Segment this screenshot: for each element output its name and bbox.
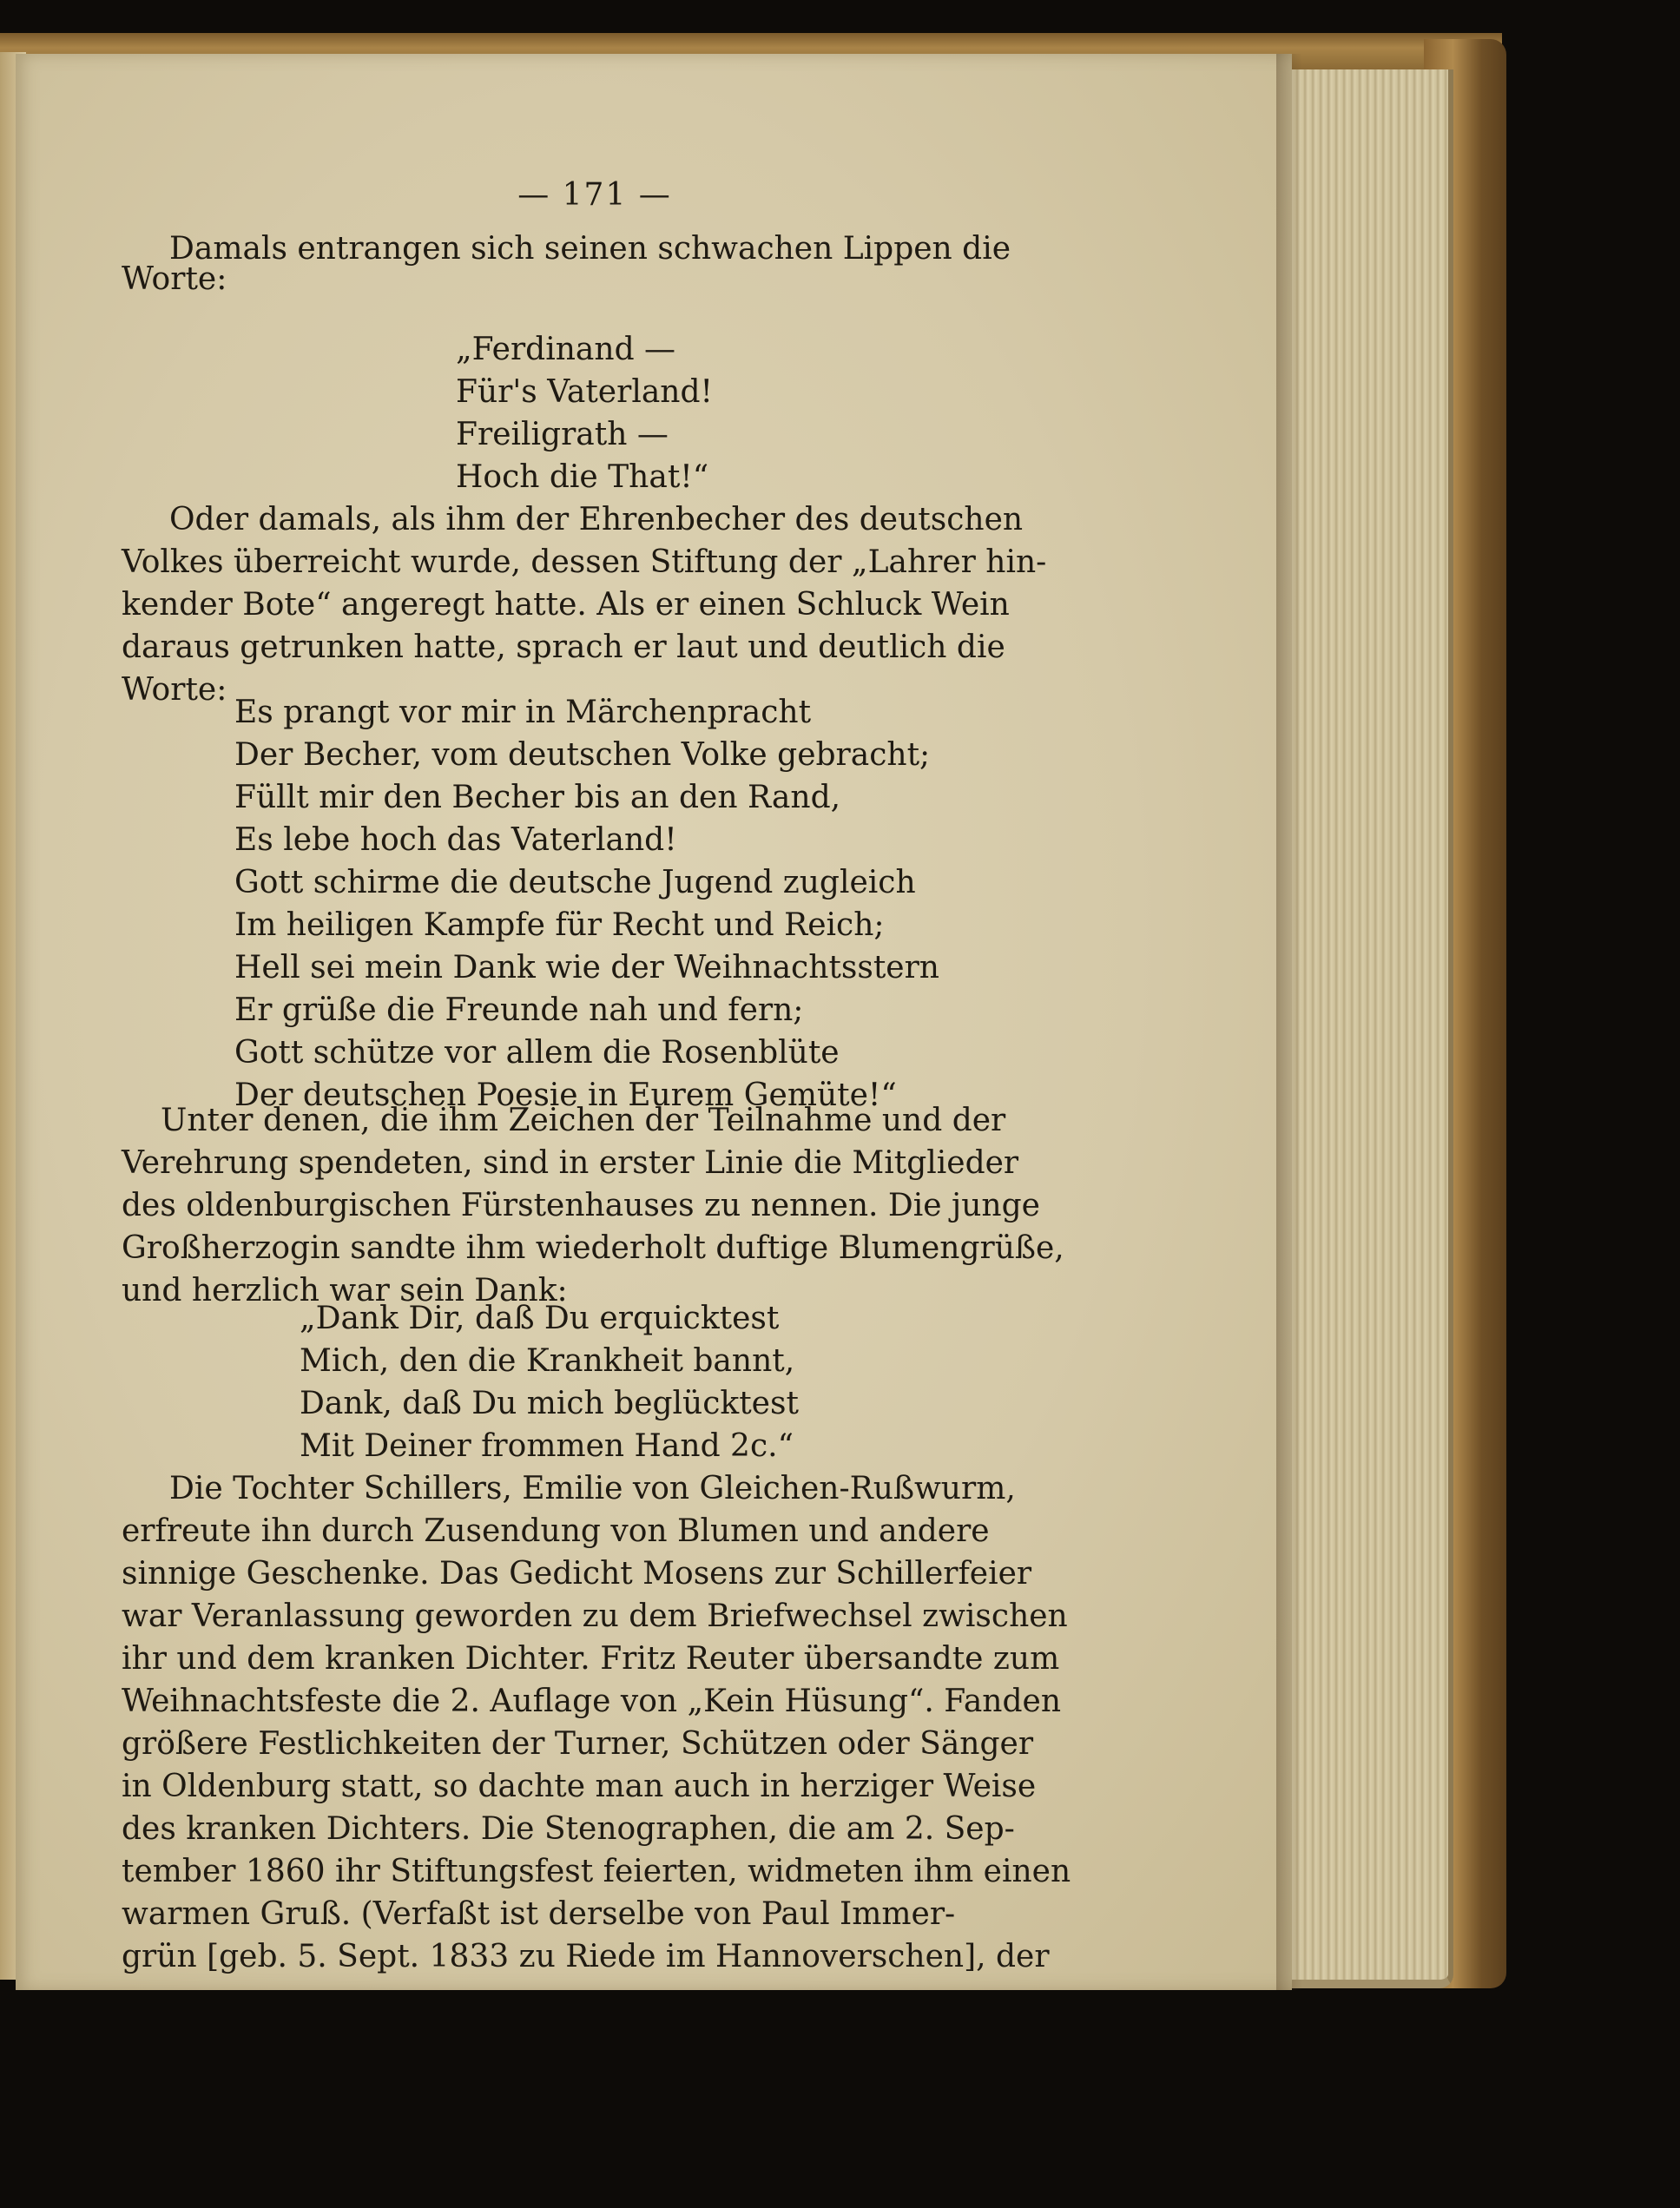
verse-line: Es lebe hoch das Vaterland! bbox=[234, 822, 677, 858]
verse-line: Mich, den die Krankheit bannt, bbox=[300, 1343, 795, 1379]
verse-line: „Ferdinand — bbox=[456, 332, 676, 367]
verse-line: Füllt mir den Becher bis an den Rand, bbox=[234, 780, 841, 815]
text-line: war Veranlassung geworden zu dem Briefwechsel zwischen bbox=[122, 1598, 1068, 1634]
page-number: — 171 — bbox=[517, 177, 672, 213]
text-line: Die Tochter Schillers, Emilie von Gleichen-Rußwurm, bbox=[169, 1471, 1016, 1506]
text-line: und herzlich war sein Dank: bbox=[122, 1273, 568, 1308]
text-line: erfreute ihn durch Zusendung von Blumen und andere bbox=[122, 1513, 990, 1549]
text-line: grün [geb. 5. Sept. 1833 zu Riede im Hannoverschen], der bbox=[122, 1939, 1050, 1974]
verse-dank bbox=[300, 1297, 799, 1467]
text-line: Großherzogin sandte ihm wiederholt duftige Blumengrüße, bbox=[122, 1230, 1064, 1266]
paragraph-ehrenbecher bbox=[122, 498, 1068, 711]
text-line: Worte: bbox=[122, 672, 227, 708]
text-line: Worte: bbox=[122, 261, 227, 297]
verse-line: Der Becher, vom deutschen Volke gebracht; bbox=[234, 737, 931, 773]
text-line: Verehrung spendeten, sind in erster Linie die Mitglieder bbox=[122, 1145, 1019, 1181]
gutter-shadow bbox=[1276, 54, 1302, 1990]
verse-line: Hell sei mein Dank wie der Weihnachtsstern bbox=[234, 950, 939, 985]
paragraph-schiller bbox=[122, 1467, 1071, 1978]
text-line: des kranken Dichters. Die Stenographen, die am 2. Sep- bbox=[122, 1811, 1015, 1847]
text-line: daraus getrunken hatte, sprach er laut und deutlich die bbox=[122, 629, 1005, 665]
verse-line: Gott schirme die deutsche Jugend zugleich bbox=[234, 865, 916, 900]
verse-line: Im heiligen Kampfe für Recht und Reich; bbox=[234, 907, 885, 943]
page-stack-edges bbox=[1292, 69, 1453, 1988]
text-line: tember 1860 ihr Stiftungsfest feierten, widmeten ihm einen bbox=[122, 1854, 1071, 1889]
verse-line: Mit Deiner frommen Hand 2c.“ bbox=[300, 1428, 794, 1464]
poem-becher bbox=[234, 691, 939, 1117]
text-line: des oldenburgischen Fürstenhauses zu nennen. Die junge bbox=[122, 1188, 1040, 1223]
text-line: Unter denen, die ihm Zeichen der Teilnahme und der bbox=[161, 1103, 1006, 1138]
verse-line: Hoch die That!“ bbox=[456, 459, 709, 495]
text-line: in Oldenburg statt, so dachte man auch in herziger Weise bbox=[122, 1769, 1037, 1804]
text-line: sinnige Geschenke. Das Gedicht Mosens zur Schillerfeier bbox=[122, 1556, 1032, 1592]
text-line: kender Bote“ angeregt hatte. Als er einen Schluck Wein bbox=[122, 587, 1010, 623]
intro-paragraph bbox=[122, 227, 1068, 300]
verse-line: Es prangt vor mir in Märchenpracht bbox=[234, 695, 812, 730]
verse-line: Der deutschen Poesie in Eurem Gemüte!“ bbox=[234, 1078, 897, 1113]
verse-line: Dank, daß Du mich beglücktest bbox=[300, 1386, 799, 1421]
paragraph-teilnahme bbox=[122, 1099, 1068, 1312]
text-line: Weihnachtsfeste die 2. Auflage von „Kein Hüsung“. Fanden bbox=[122, 1684, 1062, 1719]
text-line: warmen Gruß. (Verfaßt ist derselbe von Paul Immer- bbox=[122, 1896, 956, 1932]
verse-line: Freiligrath — bbox=[456, 417, 669, 452]
verse-ferdinand bbox=[456, 328, 713, 498]
text-line: ihr und dem kranken Dichter. Fritz Reuter übersandte zum bbox=[122, 1641, 1060, 1677]
text-line: Damals entrangen sich seinen schwachen Lippen die bbox=[169, 231, 1011, 267]
verse-line: Gott schütze vor allem die Rosenblüte bbox=[234, 1035, 840, 1071]
text-line: größere Festlichkeiten der Turner, Schützen oder Sänger bbox=[122, 1726, 1034, 1762]
text-line: Volkes überreicht wurde, dessen Stiftung der „Lahrer hin- bbox=[122, 544, 1047, 580]
verse-line: „Dank Dir, daß Du erquicktest bbox=[300, 1301, 780, 1336]
text-line: Oder damals, als ihm der Ehrenbecher des deutschen bbox=[169, 502, 1024, 537]
verse-line: Er grüße die Freunde nah und fern; bbox=[234, 992, 804, 1028]
verse-line: Für's Vaterland! bbox=[456, 374, 713, 410]
